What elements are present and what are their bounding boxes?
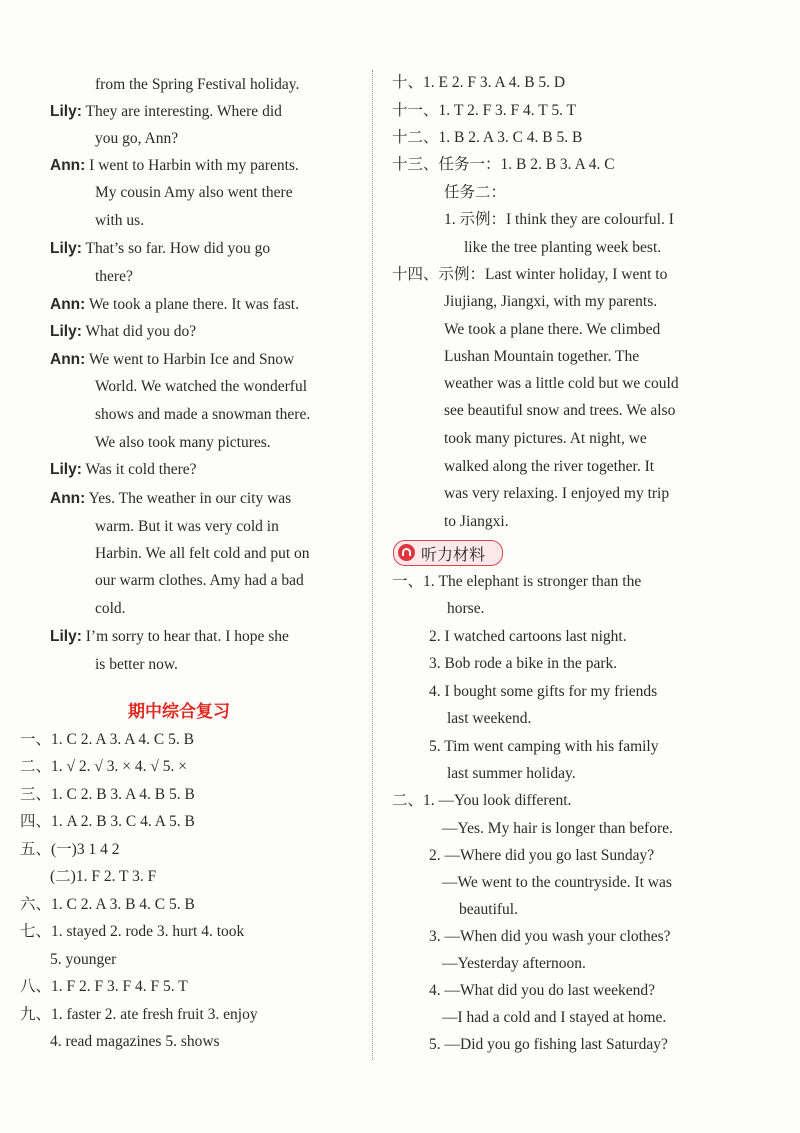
right-line — [447, 764, 576, 784]
left-line — [50, 156, 299, 176]
right-line — [429, 927, 671, 947]
line-text: 六、1. C 2. A 3. B 4. C 5. B — [20, 896, 195, 913]
right-line — [392, 572, 641, 592]
left-line — [95, 517, 279, 537]
right-line — [429, 1035, 668, 1055]
line-text: —Yesterday afternoon. — [442, 955, 586, 972]
line-text: 九、1. faster 2. ate fresh fruit 3. enjoy — [20, 1006, 258, 1023]
right-line — [429, 981, 655, 1001]
left-line — [95, 599, 126, 619]
line-text: our warm clothes. Amy had a bad — [95, 572, 304, 589]
right-line — [444, 374, 679, 394]
left-line — [95, 655, 178, 675]
left-line — [50, 1032, 220, 1052]
right-line — [444, 292, 657, 312]
line-text: We also took many pictures. — [95, 434, 271, 451]
left-line — [50, 295, 299, 315]
line-text: 十一、1. T 2. F 3. F 4. T 5. T — [392, 102, 577, 119]
left-line — [20, 757, 187, 777]
left-line — [95, 211, 144, 231]
line-text: (二)1. F 2. T 3. F — [50, 868, 157, 885]
speaker-label: Lily: — [50, 461, 82, 478]
left-line — [20, 730, 194, 750]
left-line — [95, 405, 310, 425]
line-text: They are interesting. Where did — [81, 103, 282, 120]
line-text: —We went to the countryside. It was — [442, 874, 672, 891]
line-text: —I had a cold and I stayed at home. — [442, 1009, 667, 1026]
left-line — [50, 489, 291, 509]
right-line — [444, 429, 647, 449]
right-line — [442, 819, 673, 839]
line-text: 1. 示例：I think they are colourful. I — [444, 211, 674, 228]
right-line — [444, 320, 660, 340]
line-text: 4. —What did you do last weekend? — [429, 982, 655, 999]
line-text: shows and made a snowman there. — [95, 406, 311, 423]
line-text: 二、1. —You look different. — [392, 792, 572, 809]
line-text: 八、1. F 2. F 3. F 4. F 5. T — [20, 978, 188, 995]
line-text: 十三、任务一：1. B 2. B 3. A 4. C — [392, 156, 615, 173]
line-text: last summer holiday. — [447, 765, 576, 782]
line-text: 十、1. E 2. F 3. A 4. B 5. D — [392, 74, 566, 91]
right-line — [429, 846, 654, 866]
line-text: 5. —Did you go fishing last Saturday? — [429, 1036, 668, 1053]
line-text: We went to Harbin Ice and Snow — [85, 351, 295, 368]
line-text: My cousin Amy also went there — [95, 184, 293, 201]
left-line — [95, 129, 178, 149]
right-line — [392, 791, 571, 811]
line-text: Yes. The weather in our city was — [85, 490, 292, 507]
line-text: World. We watched the wonderful — [95, 378, 307, 395]
right-line — [392, 265, 667, 285]
speaker-label: Ann: — [50, 296, 86, 313]
left-line — [50, 322, 196, 342]
right-line — [442, 954, 586, 974]
line-text: was very relaxing. I enjoyed my trip — [444, 485, 670, 502]
left-line — [50, 102, 282, 122]
right-line — [444, 183, 506, 203]
column-divider — [372, 70, 373, 1060]
line-text: 十二、1. B 2. A 3. C 4. B 5. B — [392, 129, 583, 146]
left-line — [50, 350, 294, 370]
right-line — [444, 210, 674, 230]
right-line — [392, 101, 576, 121]
line-text: What did you do? — [81, 323, 197, 340]
right-line — [392, 155, 615, 175]
right-line — [444, 347, 639, 367]
left-line — [95, 267, 133, 287]
right-line — [442, 1008, 666, 1028]
line-text: We took a plane there. It was fast. — [85, 296, 299, 313]
left-line — [95, 544, 310, 564]
line-text: to Jiangxi. — [444, 513, 509, 530]
line-text: see beautiful snow and trees. We also — [444, 402, 676, 419]
line-text: 4. I bought some gifts for my friends — [429, 683, 658, 700]
section-title: 期中综合复习 — [128, 702, 230, 722]
line-text: 2. —Where did you go last Sunday? — [429, 847, 655, 864]
line-text: 二、1. √ 2. √ 3. × 4. √ 5. × — [20, 758, 188, 775]
line-text: is better now. — [95, 656, 178, 673]
left-line — [50, 239, 270, 259]
right-line — [442, 873, 672, 893]
line-text: 5. Tim went camping with his family — [429, 738, 659, 755]
line-text: 十四、示例：Last winter holiday, I went to — [392, 266, 668, 283]
line-text: 3. —When did you wash your clothes? — [429, 928, 671, 945]
line-text: 三、1. C 2. B 3. A 4. B 5. B — [20, 786, 195, 803]
speaker-label: Ann: — [50, 157, 86, 174]
line-text: you go, Ann? — [95, 130, 179, 147]
right-line — [459, 900, 518, 920]
line-text: Was it cold there? — [81, 461, 197, 478]
line-text: That’s so far. How did you go — [81, 240, 271, 257]
line-text: walked along the river together. It — [444, 458, 655, 475]
speaker-label: Lily: — [50, 323, 82, 340]
line-text: Harbin. We all felt cold and put on — [95, 545, 310, 562]
line-text: with us. — [95, 212, 145, 229]
line-text: 七、1. stayed 2. rode 3. hurt 4. took — [20, 923, 245, 940]
line-text: from the Spring Festival holiday. — [95, 76, 300, 93]
left-line — [95, 377, 307, 397]
right-line — [447, 709, 531, 729]
line-text: 一、1. C 2. A 3. A 4. C 5. B — [20, 731, 194, 748]
speaker-label: Lily: — [50, 103, 82, 120]
line-text: warm. But it was very cold in — [95, 518, 279, 535]
right-line — [464, 238, 661, 258]
left-line — [20, 840, 119, 860]
right-line — [429, 737, 659, 757]
line-text: I’m sorry to hear that. I hope she — [81, 628, 289, 645]
left-line — [20, 977, 188, 997]
line-text: 2. I watched cartoons last night. — [429, 628, 627, 645]
left-line — [20, 785, 195, 805]
left-line — [50, 950, 116, 970]
line-text: I went to Harbin with my parents. — [85, 157, 299, 174]
line-text: cold. — [95, 600, 126, 617]
speaker-label: Ann: — [50, 490, 86, 507]
line-text: there? — [95, 268, 133, 285]
left-line — [20, 812, 195, 832]
left-line — [50, 460, 197, 480]
left-line — [95, 433, 271, 453]
line-text: 五、(一)3 1 4 2 — [20, 841, 120, 858]
right-line — [392, 73, 565, 93]
right-line — [444, 484, 669, 504]
line-text: 一、1. The elephant is stronger than the — [392, 573, 642, 590]
line-text: 5. younger — [50, 951, 117, 968]
line-text: 任务二： — [444, 184, 507, 201]
speaker-label: Lily: — [50, 628, 82, 645]
line-text: We took a plane there. We climbed — [444, 321, 661, 338]
right-line — [429, 627, 627, 647]
left-line — [50, 867, 156, 887]
line-text: 四、1. A 2. B 3. C 4. A 5. B — [20, 813, 195, 830]
line-text: took many pictures. At night, we — [444, 430, 647, 447]
headphones-icon — [398, 544, 415, 561]
left-line — [50, 627, 289, 647]
listening-badge-label: 听力材料 — [421, 545, 486, 564]
line-text: Lushan Mountain together. The — [444, 348, 640, 365]
line-text: beautiful. — [459, 901, 518, 918]
line-text: Jiujiang, Jiangxi, with my parents. — [444, 293, 658, 310]
right-line — [392, 128, 582, 148]
right-line — [429, 682, 657, 702]
left-line — [20, 1005, 258, 1025]
line-text: like the tree planting week best. — [464, 239, 662, 256]
left-line — [95, 75, 299, 95]
right-line — [444, 457, 654, 477]
left-line — [20, 895, 195, 915]
left-line — [95, 183, 293, 203]
left-line — [95, 571, 304, 591]
speaker-label: Ann: — [50, 351, 86, 368]
line-text: —Yes. My hair is longer than before. — [442, 820, 673, 837]
right-line — [429, 654, 617, 674]
left-line — [20, 922, 244, 942]
speaker-label: Lily: — [50, 240, 82, 257]
line-text: 3. Bob rode a bike in the park. — [429, 655, 618, 672]
listening-badge — [393, 540, 503, 566]
line-text: last weekend. — [447, 710, 532, 727]
right-line — [444, 512, 509, 532]
line-text: 4. read magazines 5. shows — [50, 1033, 220, 1050]
right-line — [444, 401, 675, 421]
right-line — [447, 599, 484, 619]
line-text: horse. — [447, 600, 485, 617]
line-text: weather was a little cold but we could — [444, 375, 679, 392]
